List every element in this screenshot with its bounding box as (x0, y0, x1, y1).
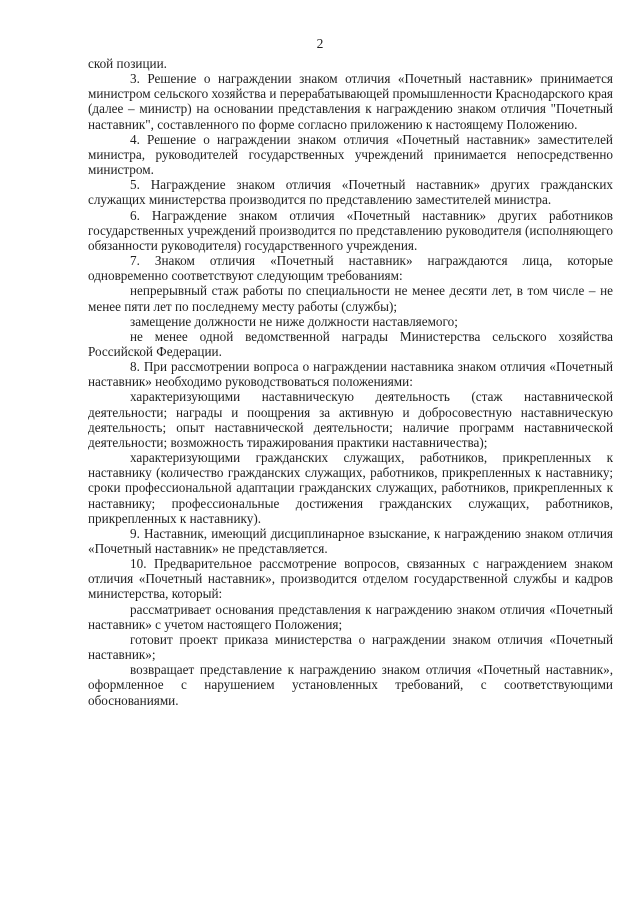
duty-prepare-order: готовит проект приказа министерства о награждении знаком отличия «Почетный наставник»; (88, 631, 613, 663)
paragraph-item-7: 7. Знаком отличия «Почетный наставник» награждаются лица, которые одновременно соответствуют следующим требованиям: (88, 253, 613, 284)
paragraph-item-8: 8. При рассмотрении вопроса о награждении наставника знаком отличия «Почетный наставник» необходимо руководствоваться положениями: (88, 359, 613, 390)
paragraph-item-5: 5. Награждение знаком отличия «Почетный наставник» других гражданских служащих министерства производится по представлению заместителей министра. (88, 177, 613, 208)
document-body (88, 56, 613, 708)
requirement-award: не менее одной ведомственной награды Министерства сельского хозяйства Российской Федерации. (88, 328, 613, 359)
requirement-position: замещение должности не ниже должности наставляемого; (130, 313, 458, 329)
page-number: 2 (316, 36, 324, 51)
requirement-experience: непрерывный стаж работы по специальности не менее десяти лет, в том числе – не менее пяти лет по последнему месту работы (службы); (88, 283, 613, 314)
criteria-mentees: характеризующими гражданских служащих, работников, прикрепленных к наставнику (количество гражданских служащих, работников, прикрепленных к наставнику; сроки профессиональной адаптации гражданских служащих, работников, прикрепленных к наставнику; профессиональные достижения гражданских служащих, работников, прикрепленных к наставнику). (88, 450, 613, 526)
duty-return-submission: возвращает представление к награждению знаком отличия «Почетный наставник», оформленное с нарушением установленных требований, с соответствующими обоснованиями. (88, 662, 613, 708)
paragraph-item-3: 3. Решение о награждении знаком отличия «Почетный наставник» принимается министром сельского хозяйства и перерабатывающей промышленности Краснодарского края (далее – министр) на основании представления к награждению знаком отличия "Почетный наставник", составленного по форме согласно приложению к настоящему Положению. (88, 71, 613, 132)
criteria-mentoring-activity: характеризующими наставническую деятельность (стаж наставнической деятельности; награды и поощрения за активную и добросовестную наставническую деятельность; опыт наставнической деятельности; наличие программ наставнической деятельности; возможность тиражирования практики наставничества); (88, 389, 613, 450)
paragraph-item-4: 4. Решение о награждении знаком отличия «Почетный наставник» заместителей министра, руководителей государственных учреждений принимается непосредственно министром. (88, 131, 613, 178)
paragraph-item-9: 9. Наставник, имеющий дисциплинарное взыскание, к награждению знаком отличия «Почетный наставник» не представляется. (88, 525, 613, 556)
paragraph-item-10: 10. Предварительное рассмотрение вопросов, связанных с награждением знаком отличия «Почетный наставник», производится отделом государственной службы и кадров министерства, который: (88, 556, 613, 602)
duty-review-grounds: рассматривает основания представления к награждению знаком отличия «Почетный наставник» с учетом настоящего Положения; (88, 601, 613, 632)
paragraph-continuation: ской позиции. (88, 56, 167, 71)
paragraph-item-6: 6. Награждение знаком отличия «Почетный наставник» других работников государственных учреждений производится по представлению руководителя (исполняющего обязанности руководителя) государственного учреждения. (88, 207, 613, 253)
